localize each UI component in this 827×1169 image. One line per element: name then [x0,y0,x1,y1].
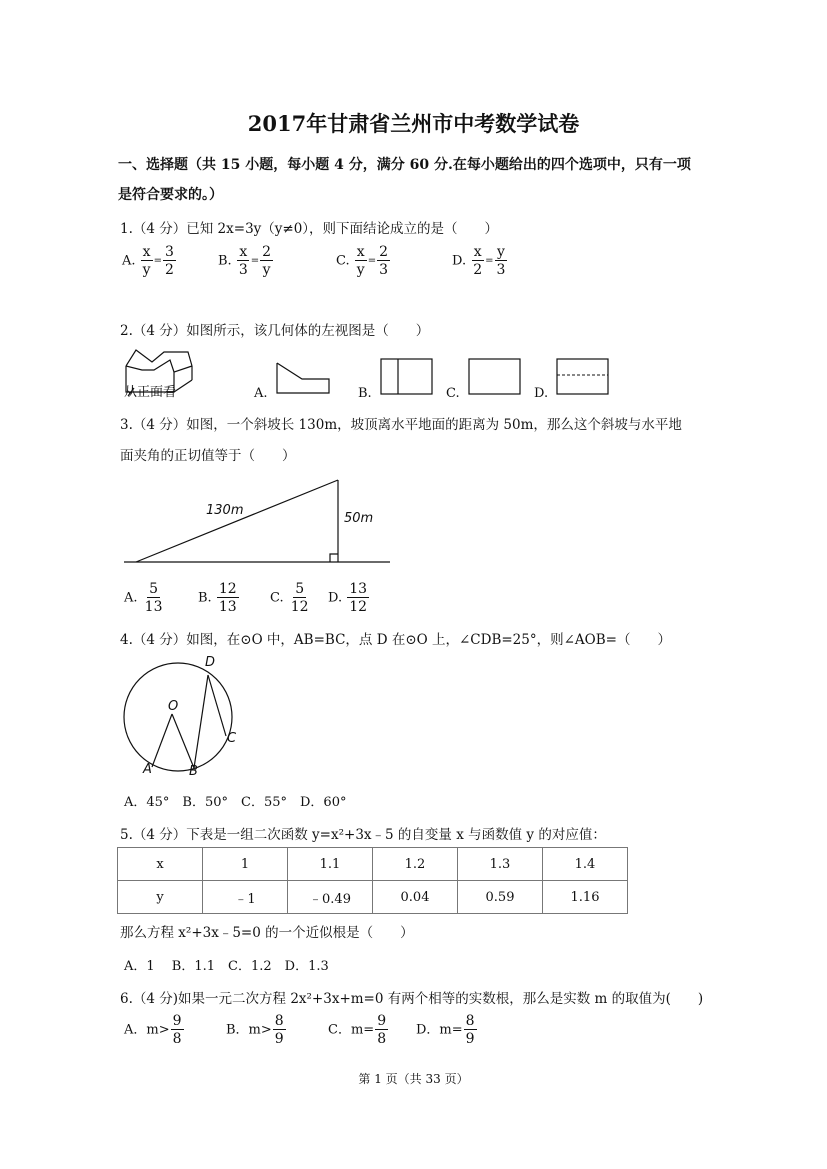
table-cell: 1.2 [373,848,458,881]
equals-sign: = [250,255,260,267]
q1-frac-left: $\frac{x}{y}$ [142,244,151,278]
table-cell: ﹣1 [203,881,288,914]
relation-sign: > [158,1022,170,1038]
q3-slope-length-label: 130m [206,503,244,518]
q6-option-label: C．m [328,1022,364,1038]
table-cell: ﹣0.49 [288,881,373,914]
q6-fraction: $\frac{8}{9}$ [465,1013,475,1047]
q5-stem: 5.（4 分）下表是一组二次函数 y=x²+3x﹣5 的自变量 x 与函数值 y 的对应值： [120,827,606,843]
table-cell: 0.59 [458,881,543,914]
q6-option-a[interactable] [124,1014,185,1046]
q4-point-o: O [168,699,179,714]
q3-stem-line2: 面夹角的正切值等于（ ） [120,448,296,464]
table-row [118,881,628,914]
q1-stem: 1.（4 分）已知 2x=3y（y≠0），则下面结论成立的是（ ） [120,221,499,237]
q1-frac-right: $\frac{2}{y}$ [262,244,272,278]
q3-fraction: $\frac{12}{13}$ [218,581,237,615]
section-heading-line2: 是符合要求的。） [118,187,223,203]
q1-frac-right: $\frac{3}{2}$ [164,244,174,278]
q6-option-label: B．m [226,1022,261,1038]
q4-options[interactable]: A．45° B．50° C．55° D．60° [124,795,347,810]
q3-option-label: A. [124,590,138,606]
table-cell: 1.4 [543,848,628,881]
q3-option-d[interactable] [328,582,370,614]
q6-option-d[interactable] [416,1014,478,1046]
q2-option-d-label[interactable]: D. [534,386,549,401]
q1-option-label: D. [452,253,467,269]
q6-option-c[interactable] [328,1014,389,1046]
q2-option-b-label[interactable]: B. [358,386,372,401]
table-cell: 0.04 [373,881,458,914]
equals-sign: = [153,255,162,267]
q5-value-table [117,847,628,914]
q1-option-label: A. [122,253,136,269]
q6-fraction: $\frac{8}{9}$ [274,1013,284,1047]
q2-option-a-label[interactable]: A. [254,386,268,401]
q2-option-d-shape [556,358,610,396]
q4-point-d: D [205,655,216,670]
q2-view-caption: 从正面看 [124,385,177,400]
q1-frac-left: $\frac{x}{3}$ [238,244,248,278]
q1-option-label: B. [218,253,232,269]
q1-option-b[interactable] [218,245,274,277]
q6-stem: 6.（4 分)如果一元二次方程 2x²+3x+m=0 有两个相等的实数根，那么是实数 m 的取值为( ) [120,991,704,1007]
q3-option-b[interactable] [198,582,240,614]
q4-point-a: A [143,762,152,777]
section-heading-line1: 一、选择题（共 15 小题，每小题 4 分，满分 60 分.在每小题给出的四个选项中，只有一项 [118,157,691,173]
q1-option-c[interactable] [336,245,391,277]
table-cell: y [118,881,203,914]
q1-frac-right: $\frac{y}{3}$ [496,244,506,278]
q3-fraction: $\frac{13}{12}$ [349,581,368,615]
q1-frac-left: $\frac{x}{y}$ [356,244,365,278]
table-cell: x [118,848,203,881]
q3-option-a[interactable] [124,582,166,614]
q6-fraction: $\frac{9}{8}$ [172,1013,182,1047]
q6-option-b[interactable] [226,1014,287,1046]
page-footer: 第 1 页（共 33 页） [358,1072,469,1086]
q6-option-label: A．m [124,1022,159,1038]
relation-sign: = [451,1022,463,1038]
q4-point-b: B [189,764,198,779]
relation-sign: = [363,1022,375,1038]
table-cell: 1.1 [288,848,373,881]
q4-circle-figure [122,660,242,772]
q2-option-a-shape [276,362,330,394]
q5-follow-up: 那么方程 x²+3x﹣5=0 的一个近似根是（ ） [120,925,414,941]
q6-option-label: D．m [416,1022,452,1038]
table-cell: 1.3 [458,848,543,881]
table-cell: 1 [203,848,288,881]
equals-sign: = [367,255,377,267]
q1-option-d[interactable] [452,245,508,277]
q4-stem: 4.（4 分）如图，在⊙O 中，AB=BC，点 D 在⊙O 上，∠CDB=25°，则∠AOB=（ ） [120,632,671,648]
q3-option-c[interactable] [270,582,312,614]
q3-option-label: D. [328,590,343,606]
q2-option-c-shape [468,358,522,396]
relation-sign: > [260,1022,272,1038]
q2-option-c-label[interactable]: C. [446,386,460,401]
table-cell: 1.16 [543,881,628,914]
q1-frac-right: $\frac{2}{3}$ [379,244,388,278]
q1-option-label: C. [336,253,350,269]
q3-height-label: 50m [344,511,374,526]
q6-fraction: $\frac{9}{8}$ [377,1013,387,1047]
equals-sign: = [485,255,494,267]
page-title: 2017年甘肃省兰州市中考数学试卷 [247,111,580,136]
q3-option-label: B. [198,590,212,606]
q5-options[interactable]: A．1 B．1.1 C．1.2 D．1.3 [124,959,329,974]
q3-fraction: $\frac{5}{12}$ [290,581,309,615]
q3-fraction: $\frac{5}{13}$ [144,581,163,615]
q2-option-b-shape [380,358,434,396]
q3-option-label: C. [270,590,284,606]
q1-option-a[interactable] [122,245,177,277]
q1-frac-left: $\frac{x}{2}$ [473,244,483,278]
q4-point-c: C [227,731,237,746]
q3-stem-line1: 3.（4 分）如图，一个斜坡长 130m，坡顶离水平地面的距离为 50m，那么这个斜坡与水平地 [120,417,682,433]
table-row [118,848,628,881]
q2-stem: 2.（4 分）如图所示，该几何体的左视图是（ ） [120,323,430,339]
